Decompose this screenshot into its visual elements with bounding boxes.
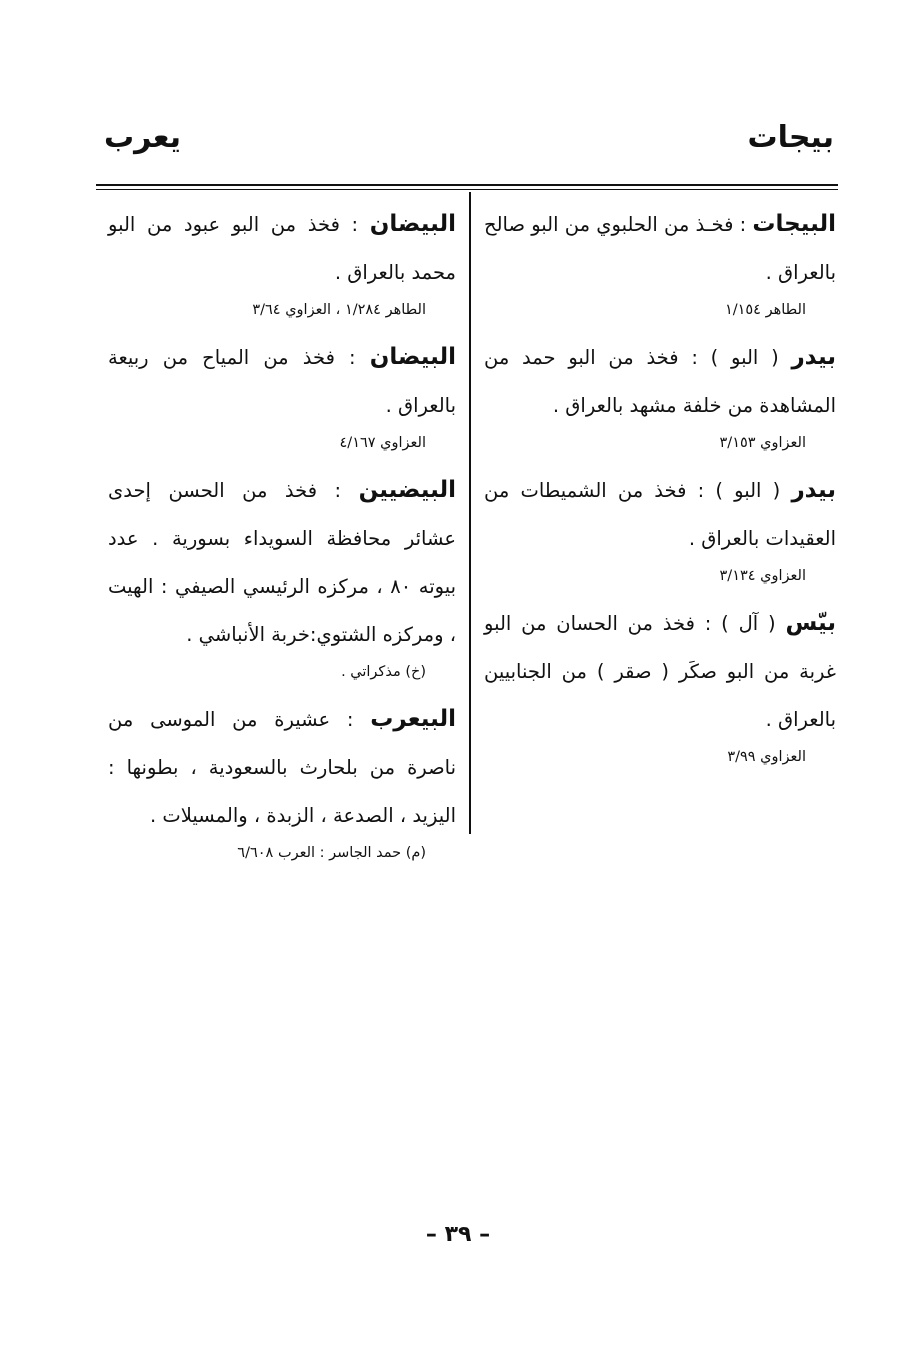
entry-headword: البيضان bbox=[369, 211, 456, 237]
entry bbox=[484, 466, 836, 589]
header-left-word: يعرب bbox=[104, 120, 182, 155]
entry-body: : فخذ من البو عبود من البو محمد بالعراق . bbox=[108, 213, 456, 284]
entry-source: العزاوي ٣/١٥٣ bbox=[719, 435, 806, 451]
entry-headword: البيضان bbox=[369, 344, 456, 370]
entry-source: (م) حمد الجاسر : العرب ٦/٦٠٨ bbox=[237, 845, 426, 861]
entry-source: العزاوي ٤/١٦٧ bbox=[339, 435, 426, 451]
entry-headword: البيعرب bbox=[370, 706, 456, 732]
header-right-word: بيجات bbox=[747, 120, 834, 155]
page-number: – ٣٩ – bbox=[425, 1222, 491, 1247]
entry-source: (خ) مذكراتي . bbox=[341, 664, 426, 680]
entry bbox=[108, 695, 456, 866]
entry-text bbox=[108, 333, 456, 430]
entry-body: : عشيرة من الموسى من ناصرة من بلحارث بالسعودية ، بطونها : اليزيد ، الصدعة ، الزبدة ، والمسيلات . bbox=[108, 708, 456, 827]
entry-text bbox=[108, 200, 456, 297]
entry-body: ( البو ) : فخذ من البو حمد من المشاهدة من خلفة مشهد بالعراق . bbox=[484, 346, 836, 417]
entry-headword: البيضيين bbox=[358, 477, 456, 503]
entry-headword: بيدر bbox=[791, 477, 836, 503]
entry bbox=[108, 466, 456, 685]
entry-headword: بيدر bbox=[791, 344, 836, 370]
entry-text bbox=[484, 200, 836, 297]
entry-body: : فخـذ من الحلبوي من البو صالح بالعراق . bbox=[484, 213, 836, 284]
entry bbox=[484, 333, 836, 456]
entry-headword: بيّس bbox=[785, 610, 836, 636]
column-divider bbox=[469, 192, 471, 834]
entry-headword: البيجات bbox=[752, 211, 836, 237]
header-rule-thin bbox=[96, 189, 838, 190]
left-column bbox=[108, 200, 456, 876]
entry-text bbox=[484, 599, 836, 744]
entry bbox=[108, 200, 456, 323]
entry-source: الطاهر ١/١٥٤ bbox=[724, 302, 806, 318]
entry-source: العزاوي ٣/١٣٤ bbox=[719, 568, 806, 584]
entry-body: : فخذ من المياح من ربيعة بالعراق . bbox=[108, 346, 456, 417]
entry bbox=[484, 200, 836, 323]
entry-source: الطاهر ١/٢٨٤ ، العزاوي ٣/٦٤ bbox=[252, 302, 426, 318]
entry-text bbox=[108, 695, 456, 840]
entry-text bbox=[484, 466, 836, 563]
entry bbox=[484, 599, 836, 770]
entry bbox=[108, 333, 456, 456]
entry-body: ( آل ) : فخذ من الحسان من البو غربة من البو صكَر ( صقر ) من الجنابيين بالعراق . bbox=[484, 612, 836, 731]
entry-text bbox=[484, 333, 836, 430]
right-column bbox=[484, 200, 836, 780]
entry-source: العزاوي ٣/٩٩ bbox=[727, 749, 806, 765]
entry-text bbox=[108, 466, 456, 659]
header-rule-thick bbox=[96, 184, 838, 186]
entry-body: : فخذ من الحسن إحدى عشائر محافظة السويداء بسورية . عدد بيوته ٨٠ ، مركزه الرئيسي الصيفي : الهيت ، ومركزه الشتوي:خربة الأنباشي . bbox=[108, 479, 457, 646]
entry-body: ( البو ) : فخذ من الشميطات من العقيدات بالعراق . bbox=[484, 479, 836, 550]
